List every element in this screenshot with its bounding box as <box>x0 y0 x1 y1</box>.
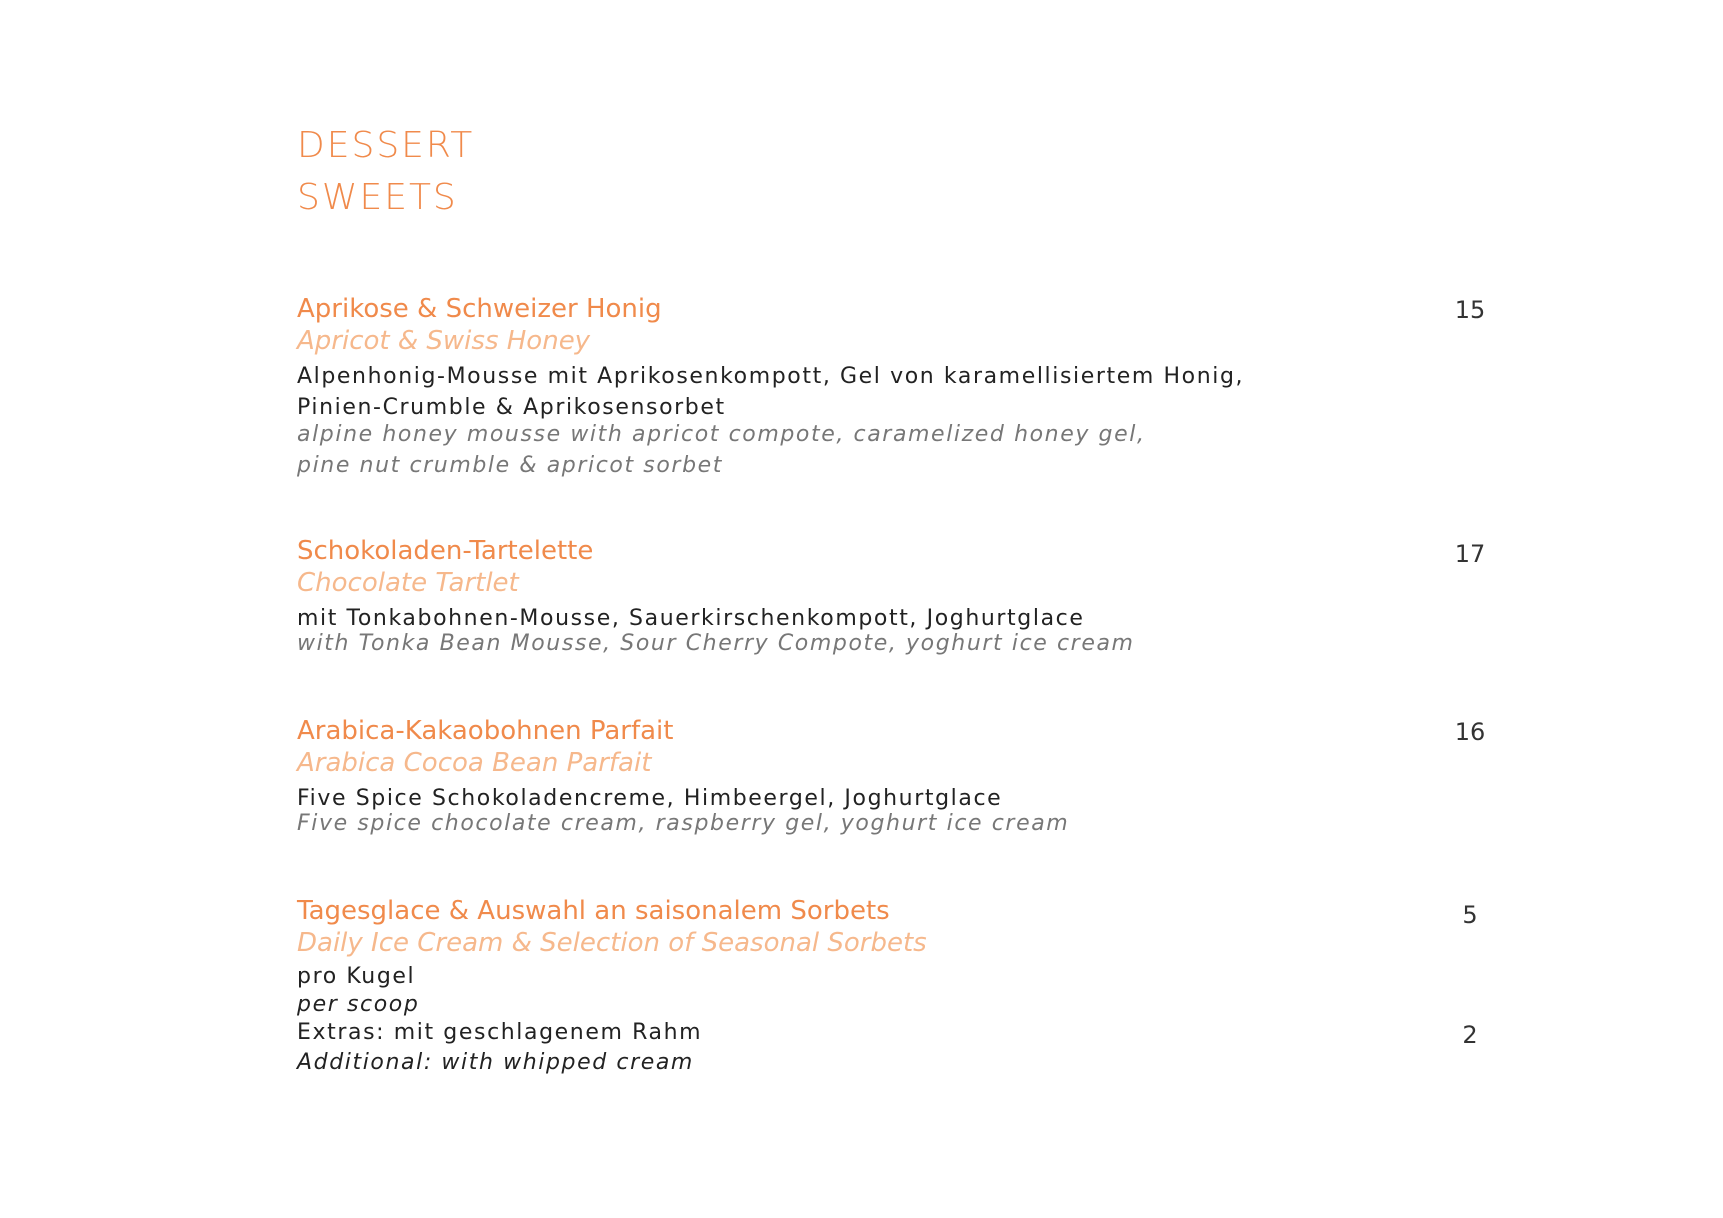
heading-line-sweets: SWEETS <box>297 177 458 218</box>
menu-item-chocolate-tartlet <box>297 535 1497 659</box>
menu-item-ice-cream <box>297 895 1497 1078</box>
item-title-de: Aprikose & Schweizer Honig <box>297 294 662 324</box>
item-description-en: alpine honey mousse with apricot compote, caramelized honey gel, pine nut crumble & apricot sorbet <box>297 422 1146 478</box>
menu-heading <box>297 120 474 224</box>
heading-line-dessert: DESSERT <box>297 125 475 166</box>
item-description-de: mit Tonkabohnen-Mousse, Sauerkirschenkompott, Joghurtglace <box>297 606 1085 631</box>
item-title-de: Schokoladen-Tartelette <box>297 536 594 566</box>
item-extra-de: Extras: mit geschlagenem Rahm <box>297 1020 703 1045</box>
item-extra-en: Additional: with whipped cream <box>297 1050 694 1075</box>
item-price: 17 <box>1454 540 1486 568</box>
menu-item-apricot <box>297 293 1497 481</box>
item-description-en: with Tonka Bean Mousse, Sour Cherry Compote, yoghurt ice cream <box>297 631 1135 656</box>
menu-item-arabica-parfait <box>297 715 1497 839</box>
item-title-de: Arabica-Kakaobohnen Parfait <box>297 716 674 746</box>
item-title-de: Tagesglace & Auswahl an saisonalem Sorbets <box>297 896 890 926</box>
item-description-de: Alpenhonig-Mousse mit Aprikosenkompott, Gel von karamellisiertem Honig, Pinien-Crumble & Aprikosensorbet <box>297 364 1245 420</box>
item-price: 15 <box>1454 296 1486 324</box>
item-price: 16 <box>1454 718 1486 746</box>
item-description-de: pro Kugel <box>297 964 416 989</box>
item-price: 5 <box>1462 901 1478 929</box>
item-title-en: Daily Ice Cream & Selection of Seasonal Sorbets <box>297 928 927 958</box>
item-extra-price: 2 <box>1462 1021 1478 1049</box>
item-description-de: Five Spice Schokoladencreme, Himbeergel, Joghurtglace <box>297 786 1003 811</box>
item-title-en: Apricot & Swiss Honey <box>297 326 591 356</box>
item-description-en: per scoop <box>297 992 420 1017</box>
item-title-en: Arabica Cocoa Bean Parfait <box>297 748 652 778</box>
item-title-en: Chocolate Tartlet <box>297 568 519 598</box>
item-description-en: Five spice chocolate cream, raspberry gel, yoghurt ice cream <box>297 811 1070 836</box>
